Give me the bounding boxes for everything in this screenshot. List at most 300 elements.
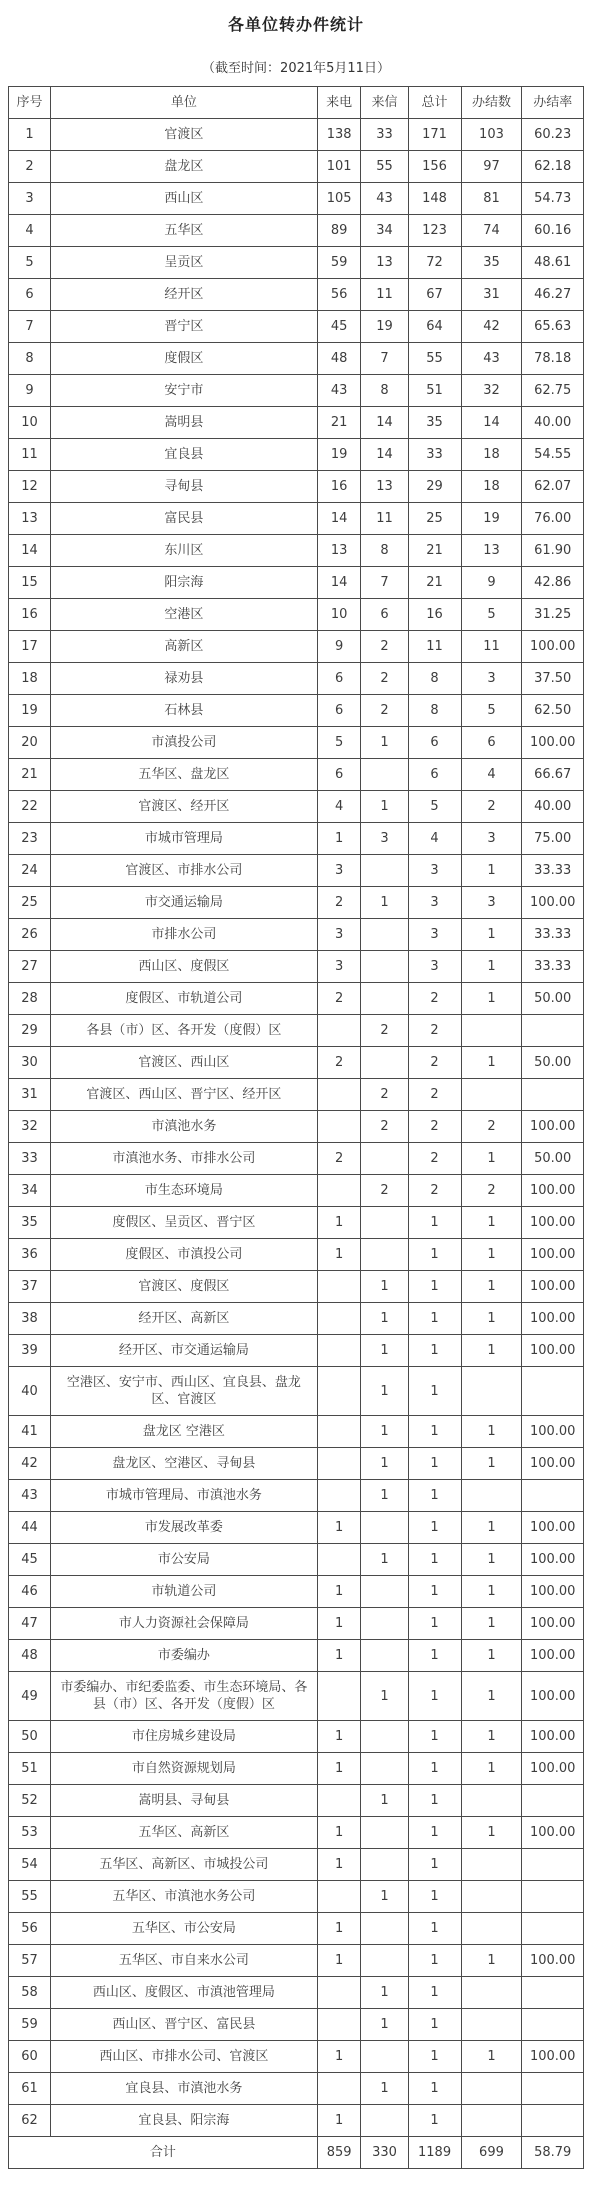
cell-letters: 55 <box>361 151 408 183</box>
cell-total: 1 <box>408 1544 461 1576</box>
cell-letters: 2 <box>361 1111 408 1143</box>
cell-letters <box>361 1576 408 1608</box>
cell-done <box>461 1785 522 1817</box>
cell-calls <box>317 2073 361 2105</box>
cell-seq: 57 <box>9 1945 51 1977</box>
cell-total: 2 <box>408 983 461 1015</box>
cell-letters: 1 <box>361 2009 408 2041</box>
table-row <box>9 1271 584 1303</box>
cell-done <box>461 1913 522 1945</box>
cell-calls: 1 <box>317 1817 361 1849</box>
column-header-letters: 来信 <box>361 87 408 119</box>
cell-letters: 2 <box>361 631 408 663</box>
cell-total: 67 <box>408 279 461 311</box>
cell-total: 1 <box>408 1303 461 1335</box>
cell-done: 5 <box>461 695 522 727</box>
cell-seq: 32 <box>9 1111 51 1143</box>
cell-letters <box>361 1640 408 1672</box>
cell-calls: 2 <box>317 983 361 1015</box>
table-row <box>9 439 584 471</box>
cell-total: 1 <box>408 1480 461 1512</box>
cell-total: 1 <box>408 1207 461 1239</box>
cell-letters <box>361 1047 408 1079</box>
table-row <box>9 1448 584 1480</box>
cell-calls: 2 <box>317 1047 361 1079</box>
header-row <box>9 87 584 119</box>
cell-total: 21 <box>408 567 461 599</box>
cell-total: 5 <box>408 791 461 823</box>
cell-letters: 14 <box>361 407 408 439</box>
cell-seq: 11 <box>9 439 51 471</box>
table-row <box>9 1367 584 1416</box>
cell-total: 1 <box>408 1721 461 1753</box>
cell-rate <box>522 2073 584 2105</box>
cell-done: 1 <box>461 1817 522 1849</box>
cell-total: 1 <box>408 1753 461 1785</box>
table-row <box>9 1079 584 1111</box>
cell-unit: 盘龙区 空港区 <box>50 1416 317 1448</box>
cell-unit: 西山区 <box>50 183 317 215</box>
cell-calls <box>317 1672 361 1721</box>
table-row <box>9 1913 584 1945</box>
cell-unit: 市委编办 <box>50 1640 317 1672</box>
cell-unit: 市自然资源规划局 <box>50 1753 317 1785</box>
table-row <box>9 2105 584 2137</box>
cell-rate: 33.33 <box>522 855 584 887</box>
cell-rate: 100.00 <box>522 1175 584 1207</box>
cell-unit: 市城市管理局 <box>50 823 317 855</box>
cell-letters: 2 <box>361 663 408 695</box>
cell-seq: 34 <box>9 1175 51 1207</box>
cell-seq: 59 <box>9 2009 51 2041</box>
table-row <box>9 1239 584 1271</box>
cell-rate: 40.00 <box>522 407 584 439</box>
cell-done: 1 <box>461 983 522 1015</box>
cell-calls: 89 <box>317 215 361 247</box>
cell-rate: 100.00 <box>522 887 584 919</box>
cell-unit: 盘龙区 <box>50 151 317 183</box>
cell-rate: 100.00 <box>522 1448 584 1480</box>
table-row <box>9 951 584 983</box>
cell-rate <box>522 1785 584 1817</box>
table-row <box>9 1207 584 1239</box>
cell-done: 9 <box>461 567 522 599</box>
cell-seq: 19 <box>9 695 51 727</box>
cell-seq: 21 <box>9 759 51 791</box>
cell-seq: 20 <box>9 727 51 759</box>
cell-seq: 60 <box>9 2041 51 2073</box>
cell-letters: 1 <box>361 727 408 759</box>
cell-unit: 市城市管理局、市滇池水务 <box>50 1480 317 1512</box>
cell-rate: 46.27 <box>522 279 584 311</box>
cell-unit: 市滇池水务、市排水公司 <box>50 1143 317 1175</box>
cell-letters: 7 <box>361 343 408 375</box>
cell-done: 1 <box>461 1640 522 1672</box>
cell-calls <box>317 1544 361 1576</box>
cell-done: 81 <box>461 183 522 215</box>
cell-calls <box>317 1335 361 1367</box>
cell-seq: 44 <box>9 1512 51 1544</box>
cell-seq: 12 <box>9 471 51 503</box>
table-row <box>9 119 584 151</box>
cell-total: 1 <box>408 1881 461 1913</box>
cell-letters <box>361 1849 408 1881</box>
cell-letters: 1 <box>361 1672 408 1721</box>
cell-done: 1 <box>461 1608 522 1640</box>
cell-unit: 寻甸县 <box>50 471 317 503</box>
cell-seq: 6 <box>9 279 51 311</box>
column-header-total: 总计 <box>408 87 461 119</box>
cell-done: 3 <box>461 663 522 695</box>
table-row <box>9 567 584 599</box>
table-row <box>9 791 584 823</box>
cell-total: 1 <box>408 1367 461 1416</box>
cell-calls: 2 <box>317 1143 361 1175</box>
cell-unit: 盘龙区、空港区、寻甸县 <box>50 1448 317 1480</box>
cell-done: 74 <box>461 215 522 247</box>
cell-rate: 100.00 <box>522 1416 584 1448</box>
cell-rate: 100.00 <box>522 1111 584 1143</box>
cell-calls: 1 <box>317 1753 361 1785</box>
cell-seq: 37 <box>9 1271 51 1303</box>
cell-done: 43 <box>461 343 522 375</box>
cell-rate: 100.00 <box>522 1672 584 1721</box>
cell-calls <box>317 1977 361 2009</box>
cell-calls: 10 <box>317 599 361 631</box>
cell-letters <box>361 855 408 887</box>
cell-calls <box>317 1015 361 1047</box>
cell-unit: 度假区、呈贡区、晋宁区 <box>50 1207 317 1239</box>
cell-calls <box>317 1480 361 1512</box>
cell-letters: 1 <box>361 1448 408 1480</box>
cell-total: 35 <box>408 407 461 439</box>
cell-unit: 嵩明县、寻甸县 <box>50 1785 317 1817</box>
table-row <box>9 535 584 567</box>
cell-calls: 1 <box>317 1576 361 1608</box>
table-row <box>9 887 584 919</box>
cell-letters: 1 <box>361 791 408 823</box>
cell-unit: 官渡区 <box>50 119 317 151</box>
cell-total: 2 <box>408 1047 461 1079</box>
cell-total: 72 <box>408 247 461 279</box>
cell-unit: 市交通运输局 <box>50 887 317 919</box>
cell-calls: 6 <box>317 759 361 791</box>
cell-rate <box>522 1881 584 1913</box>
table-row <box>9 407 584 439</box>
cell-calls: 4 <box>317 791 361 823</box>
table-row <box>9 983 584 1015</box>
cell-calls: 19 <box>317 439 361 471</box>
cell-calls: 13 <box>317 535 361 567</box>
cell-unit: 官渡区、西山区 <box>50 1047 317 1079</box>
cell-total: 6 <box>408 727 461 759</box>
cell-unit: 石林县 <box>50 695 317 727</box>
cell-total: 3 <box>408 919 461 951</box>
table-row <box>9 279 584 311</box>
cell-seq: 53 <box>9 1817 51 1849</box>
cell-letters: 19 <box>361 311 408 343</box>
cell-rate: 78.18 <box>522 343 584 375</box>
cell-done <box>461 2073 522 2105</box>
cell-rate <box>522 1849 584 1881</box>
cell-calls: 1 <box>317 2105 361 2137</box>
table-row <box>9 1721 584 1753</box>
total-letters-value: 330 <box>361 2137 408 2169</box>
total-row <box>9 2137 584 2169</box>
cell-rate: 100.00 <box>522 1945 584 1977</box>
cell-calls <box>317 1079 361 1111</box>
cell-rate: 31.25 <box>522 599 584 631</box>
cell-calls: 1 <box>317 1608 361 1640</box>
cell-rate: 100.00 <box>522 1239 584 1271</box>
cell-seq: 41 <box>9 1416 51 1448</box>
cell-rate: 100.00 <box>522 1335 584 1367</box>
cell-done: 32 <box>461 375 522 407</box>
cell-letters: 1 <box>361 2073 408 2105</box>
table-row <box>9 1977 584 2009</box>
table-row <box>9 1849 584 1881</box>
table-row <box>9 663 584 695</box>
cell-seq: 5 <box>9 247 51 279</box>
cell-seq: 48 <box>9 1640 51 1672</box>
cell-calls <box>317 1881 361 1913</box>
table-row <box>9 1480 584 1512</box>
cell-unit: 西山区、市排水公司、官渡区 <box>50 2041 317 2073</box>
cell-done: 1 <box>461 1271 522 1303</box>
cell-rate: 33.33 <box>522 919 584 951</box>
cell-calls: 3 <box>317 951 361 983</box>
cell-total: 6 <box>408 759 461 791</box>
cell-rate: 100.00 <box>522 1576 584 1608</box>
cell-done: 1 <box>461 1207 522 1239</box>
cell-done: 1 <box>461 855 522 887</box>
cell-seq: 27 <box>9 951 51 983</box>
cell-letters <box>361 759 408 791</box>
cell-unit: 度假区、市轨道公司 <box>50 983 317 1015</box>
table-footer <box>9 2137 584 2169</box>
cell-rate <box>522 2105 584 2137</box>
cell-calls <box>317 2009 361 2041</box>
cell-calls: 6 <box>317 695 361 727</box>
table-body <box>9 119 584 2137</box>
cell-done: 42 <box>461 311 522 343</box>
cell-calls <box>317 1367 361 1416</box>
cell-total: 3 <box>408 887 461 919</box>
table-row <box>9 1817 584 1849</box>
cell-total: 1 <box>408 1271 461 1303</box>
cell-seq: 3 <box>9 183 51 215</box>
cell-letters: 2 <box>361 1079 408 1111</box>
cell-letters: 3 <box>361 823 408 855</box>
cell-calls: 16 <box>317 471 361 503</box>
cell-total: 1 <box>408 1785 461 1817</box>
table-row <box>9 215 584 247</box>
cell-rate: 48.61 <box>522 247 584 279</box>
cell-calls: 48 <box>317 343 361 375</box>
cell-unit: 市公安局 <box>50 1544 317 1576</box>
column-header-seq: 序号 <box>9 87 51 119</box>
cell-total: 11 <box>408 631 461 663</box>
cell-letters <box>361 1913 408 1945</box>
cell-unit: 五华区、市公安局 <box>50 1913 317 1945</box>
cell-rate: 100.00 <box>522 1544 584 1576</box>
cell-letters: 2 <box>361 1175 408 1207</box>
cell-rate: 62.18 <box>522 151 584 183</box>
cell-seq: 9 <box>9 375 51 407</box>
cell-done: 13 <box>461 535 522 567</box>
cell-unit: 五华区 <box>50 215 317 247</box>
cell-done: 103 <box>461 119 522 151</box>
cell-total: 1 <box>408 2009 461 2041</box>
page-subtitle: （截至时间：2021年5月11日） <box>202 61 390 76</box>
cell-total: 8 <box>408 663 461 695</box>
cell-calls: 105 <box>317 183 361 215</box>
cell-done: 1 <box>461 1143 522 1175</box>
cell-calls: 3 <box>317 855 361 887</box>
cell-unit: 五华区、市自来水公司 <box>50 1945 317 1977</box>
cell-seq: 17 <box>9 631 51 663</box>
cell-done: 3 <box>461 823 522 855</box>
table-header <box>9 87 584 119</box>
cell-rate <box>522 1079 584 1111</box>
total-done-value: 699 <box>461 2137 522 2169</box>
cell-letters: 34 <box>361 215 408 247</box>
cell-calls <box>317 1416 361 1448</box>
cell-total: 1 <box>408 1416 461 1448</box>
cell-calls: 138 <box>317 119 361 151</box>
cell-total: 4 <box>408 823 461 855</box>
cell-rate: 100.00 <box>522 1817 584 1849</box>
table-row <box>9 1303 584 1335</box>
cell-total: 3 <box>408 855 461 887</box>
cell-letters: 1 <box>361 1881 408 1913</box>
cell-letters: 13 <box>361 471 408 503</box>
cell-done: 1 <box>461 1544 522 1576</box>
cell-total: 1 <box>408 1913 461 1945</box>
total-calls-value: 859 <box>317 2137 361 2169</box>
cell-total: 1 <box>408 1640 461 1672</box>
cell-seq: 15 <box>9 567 51 599</box>
cell-unit: 经开区 <box>50 279 317 311</box>
cell-unit: 阳宗海 <box>50 567 317 599</box>
cell-done: 5 <box>461 599 522 631</box>
cell-total: 1 <box>408 1977 461 2009</box>
cell-seq: 7 <box>9 311 51 343</box>
cell-calls: 2 <box>317 887 361 919</box>
cell-total: 2 <box>408 1175 461 1207</box>
table-row <box>9 695 584 727</box>
cell-done: 1 <box>461 2041 522 2073</box>
cell-done: 1 <box>461 951 522 983</box>
cell-done <box>461 1367 522 1416</box>
cell-done: 18 <box>461 439 522 471</box>
cell-letters: 1 <box>361 887 408 919</box>
table-row <box>9 727 584 759</box>
cell-rate: 100.00 <box>522 1512 584 1544</box>
total-total-value: 1189 <box>408 2137 461 2169</box>
table-row <box>9 1785 584 1817</box>
cell-total: 33 <box>408 439 461 471</box>
cell-done: 1 <box>461 919 522 951</box>
cell-unit: 宜良县、市滇池水务 <box>50 2073 317 2105</box>
cell-letters: 1 <box>361 1544 408 1576</box>
cell-seq: 28 <box>9 983 51 1015</box>
cell-unit: 宜良县、阳宗海 <box>50 2105 317 2137</box>
cell-rate: 100.00 <box>522 1608 584 1640</box>
cell-seq: 33 <box>9 1143 51 1175</box>
table-row <box>9 1881 584 1913</box>
cell-seq: 30 <box>9 1047 51 1079</box>
cell-rate: 42.86 <box>522 567 584 599</box>
cell-calls <box>317 1448 361 1480</box>
cell-letters <box>361 1143 408 1175</box>
table-row <box>9 311 584 343</box>
cell-rate: 100.00 <box>522 1721 584 1753</box>
cell-calls: 1 <box>317 1239 361 1271</box>
cell-rate: 100.00 <box>522 727 584 759</box>
cell-unit: 西山区、晋宁区、富民县 <box>50 2009 317 2041</box>
cell-unit: 市人力资源社会保障局 <box>50 1608 317 1640</box>
cell-rate: 61.90 <box>522 535 584 567</box>
cell-rate: 50.00 <box>522 1047 584 1079</box>
cell-rate <box>522 1913 584 1945</box>
cell-rate: 33.33 <box>522 951 584 983</box>
cell-unit: 各县（市）区、各开发（度假）区 <box>50 1015 317 1047</box>
cell-seq: 42 <box>9 1448 51 1480</box>
table-row <box>9 1111 584 1143</box>
cell-done: 4 <box>461 759 522 791</box>
cell-rate: 65.63 <box>522 311 584 343</box>
cell-unit: 经开区、高新区 <box>50 1303 317 1335</box>
cell-rate: 75.00 <box>522 823 584 855</box>
cell-done <box>461 1881 522 1913</box>
cell-calls: 1 <box>317 1721 361 1753</box>
cell-total: 1 <box>408 1608 461 1640</box>
cell-done <box>461 1079 522 1111</box>
cell-total: 156 <box>408 151 461 183</box>
cell-seq: 46 <box>9 1576 51 1608</box>
cell-total: 2 <box>408 1143 461 1175</box>
cell-rate: 54.73 <box>522 183 584 215</box>
cell-letters: 8 <box>361 535 408 567</box>
cell-letters: 2 <box>361 695 408 727</box>
total-label: 合计 <box>9 2137 318 2169</box>
cell-total: 2 <box>408 1111 461 1143</box>
cell-done: 1 <box>461 1239 522 1271</box>
cell-letters: 14 <box>361 439 408 471</box>
cell-unit: 禄劝县 <box>50 663 317 695</box>
cell-seq: 47 <box>9 1608 51 1640</box>
cell-total: 1 <box>408 2105 461 2137</box>
cell-unit: 市住房城乡建设局 <box>50 1721 317 1753</box>
cell-calls: 1 <box>317 1945 361 1977</box>
cell-done: 14 <box>461 407 522 439</box>
table-row <box>9 1672 584 1721</box>
cell-letters: 1 <box>361 1785 408 1817</box>
cell-seq: 22 <box>9 791 51 823</box>
cell-total: 55 <box>408 343 461 375</box>
cell-letters: 8 <box>361 375 408 407</box>
cell-seq: 23 <box>9 823 51 855</box>
cell-seq: 10 <box>9 407 51 439</box>
cell-total: 29 <box>408 471 461 503</box>
cell-calls <box>317 1785 361 1817</box>
cell-letters <box>361 951 408 983</box>
cell-seq: 24 <box>9 855 51 887</box>
cell-unit: 空港区、安宁市、西山区、宜良县、盘龙区、官渡区 <box>50 1367 317 1416</box>
table-row <box>9 1576 584 1608</box>
cell-total: 1 <box>408 1239 461 1271</box>
